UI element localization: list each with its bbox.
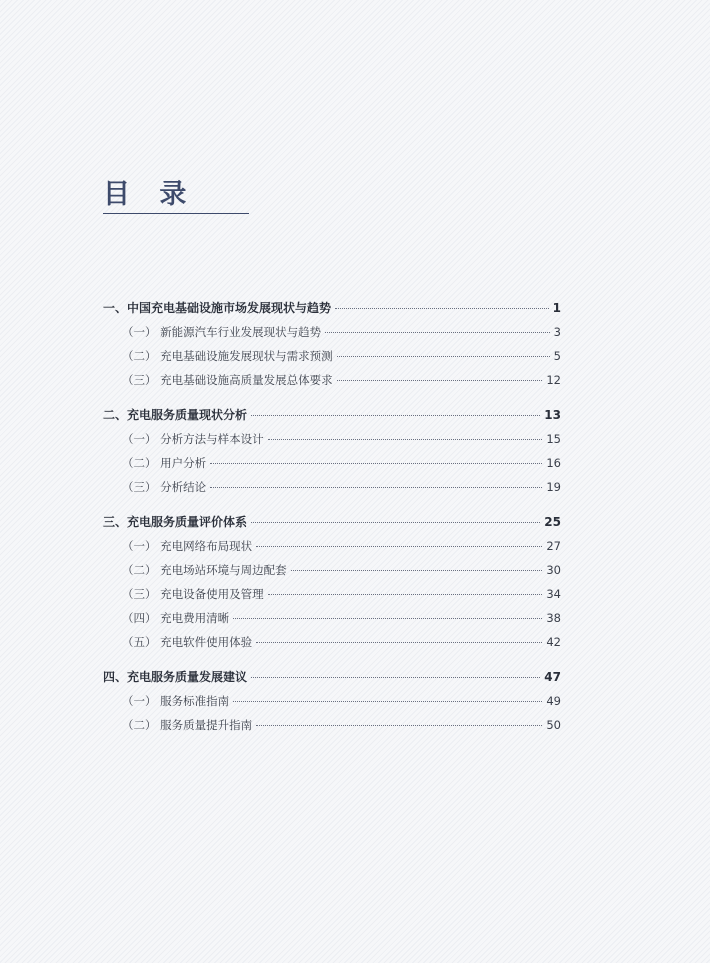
toc-subentry-page: 15 [546, 432, 561, 446]
dot-leader [335, 308, 549, 309]
toc-subentry[interactable] [103, 713, 561, 737]
toc-entry-page: 47 [544, 670, 561, 684]
toc-subentry[interactable] [103, 427, 561, 451]
toc-entry-label: 二、充电服务质量现状分析 [103, 408, 248, 422]
dot-leader [210, 487, 542, 488]
toc-subentry-label: （三） 充电基础设施高质量发展总体要求 [122, 373, 333, 387]
dot-leader [268, 594, 543, 595]
toc-subentry-label: （二） 用户分析 [122, 456, 207, 470]
toc-subentry-page: 27 [546, 539, 561, 553]
dot-leader [256, 546, 542, 547]
toc-subentry-label: （一） 分析方法与样本设计 [122, 432, 264, 446]
dot-leader [256, 725, 542, 726]
toc-subentry-label: （四） 充电费用清晰 [122, 611, 230, 625]
toc-entry[interactable] [103, 510, 561, 534]
dot-leader [251, 415, 540, 416]
toc-subentry-page: 19 [546, 480, 561, 494]
toc-entry-label: 三、充电服务质量评价体系 [103, 515, 248, 529]
dot-leader [291, 570, 543, 571]
toc-subentry-label: （三） 充电设备使用及管理 [122, 587, 264, 601]
toc-subentry-page: 30 [546, 563, 561, 577]
dot-leader [256, 642, 542, 643]
title-underline [103, 213, 249, 214]
toc-subentry[interactable] [103, 451, 561, 475]
dot-leader [251, 677, 540, 678]
toc-subentry[interactable] [103, 475, 561, 499]
toc-entry[interactable] [103, 403, 561, 427]
toc-subentry-label: （二） 服务质量提升指南 [122, 718, 253, 732]
toc-section [103, 296, 561, 392]
toc-subentry[interactable] [103, 630, 561, 654]
dot-leader [233, 618, 542, 619]
toc-entry-label: 四、充电服务质量发展建议 [103, 670, 248, 684]
toc-subentry-label: （三） 分析结论 [122, 480, 207, 494]
toc-subentry-page: 5 [553, 349, 561, 363]
toc-entry[interactable] [103, 296, 561, 320]
dot-leader [233, 701, 542, 702]
toc-subentry[interactable] [103, 534, 561, 558]
toc-subentry-page: 42 [546, 635, 561, 649]
toc-section [103, 403, 561, 499]
dot-leader [210, 463, 542, 464]
toc-entry-page: 1 [552, 301, 561, 315]
toc-subentry-page: 3 [553, 325, 561, 339]
toc-subentry[interactable] [103, 558, 561, 582]
toc-subentry-label: （一） 充电网络布局现状 [122, 539, 253, 553]
toc-subentry-page: 34 [546, 587, 561, 601]
toc-subentry[interactable] [103, 368, 561, 392]
dot-leader [268, 439, 543, 440]
page-title: 目 录 [103, 179, 197, 210]
dot-leader [337, 356, 550, 357]
dot-leader [337, 380, 543, 381]
toc-subentry-label: （五） 充电软件使用体验 [122, 635, 253, 649]
toc-entry-label: 一、中国充电基础设施市场发展现状与趋势 [103, 301, 332, 315]
toc-entry-page: 25 [544, 515, 561, 529]
toc-subentry-label: （二） 充电基础设施发展现状与需求预测 [122, 349, 333, 363]
toc-subentry-page: 12 [546, 373, 561, 387]
toc-section [103, 510, 561, 654]
toc-subentry[interactable] [103, 606, 561, 630]
toc-subentry-label: （一） 服务标准指南 [122, 694, 230, 708]
toc-subentry[interactable] [103, 344, 561, 368]
dot-leader [325, 332, 550, 333]
toc-subentry-page: 49 [546, 694, 561, 708]
toc-subentry-page: 38 [546, 611, 561, 625]
toc-subentry-page: 16 [546, 456, 561, 470]
toc-section [103, 665, 561, 737]
table-of-contents [103, 296, 561, 748]
toc-subentry[interactable] [103, 320, 561, 344]
toc-subentry[interactable] [103, 689, 561, 713]
toc-subentry-label: （一） 新能源汽车行业发展现状与趋势 [122, 325, 322, 339]
toc-entry[interactable] [103, 665, 561, 689]
toc-subentry[interactable] [103, 582, 561, 606]
toc-subentry-label: （二） 充电场站环境与周边配套 [122, 563, 287, 577]
toc-subentry-page: 50 [546, 718, 561, 732]
toc-entry-page: 13 [544, 408, 561, 422]
dot-leader [251, 522, 540, 523]
